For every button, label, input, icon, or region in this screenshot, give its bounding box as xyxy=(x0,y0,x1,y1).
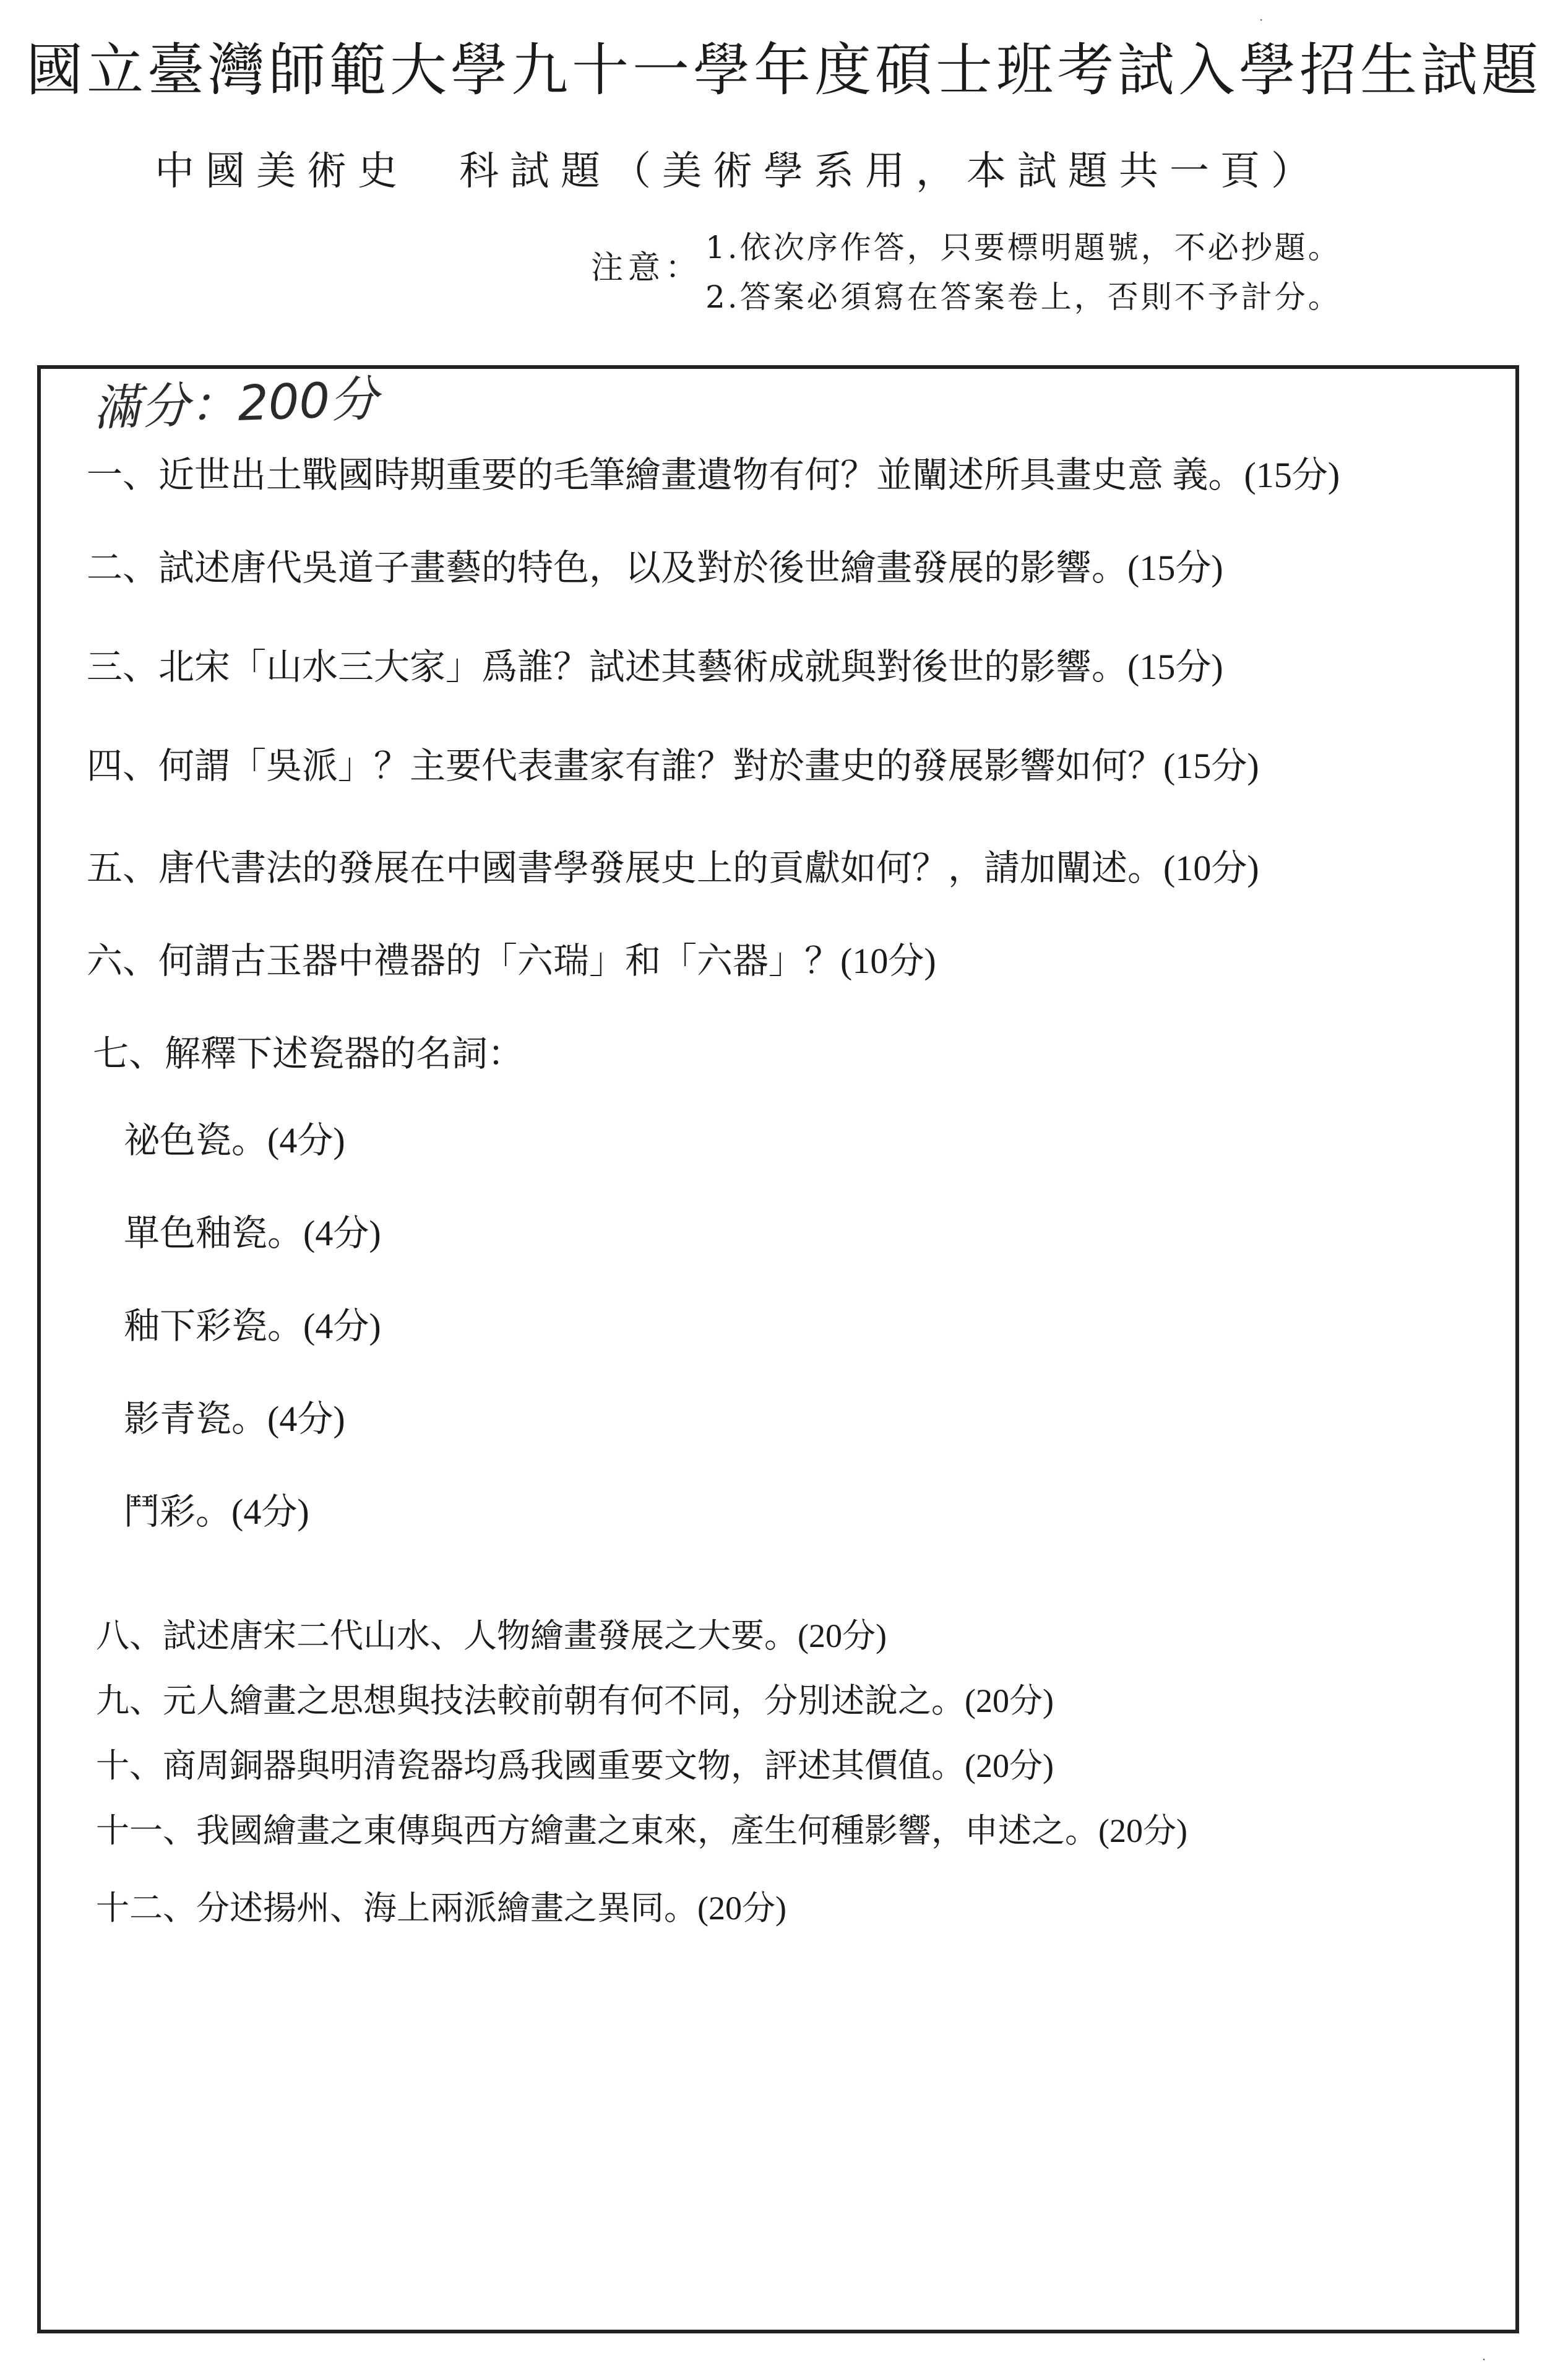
question-5: 五、唐代書法的發展在中國書學發展史上的貢獻如何？，請加闡述。(10分) xyxy=(87,848,1259,888)
subquestion-3: 釉下彩瓷。(4分) xyxy=(124,1306,381,1346)
subquestion-4: 影青瓷。(4分) xyxy=(124,1399,345,1439)
handwritten-score-note: 滿分：200分 xyxy=(92,371,379,438)
notice-label: 注意： xyxy=(591,249,703,287)
question-9: 九、元人繪畫之思想與技法較前朝有何不同，分別述說之。(20分) xyxy=(96,1682,1054,1719)
question-10: 十、商周銅器與明清瓷器均爲我國重要文物，評述其價值。(20分) xyxy=(96,1747,1054,1784)
exam-subtitle: 中國美術史 科試題（美術學系用，本試題共一頁） xyxy=(155,149,1322,194)
exam-title: 國立臺灣師範大學九十一學年度碩士班考試入學招生試題 xyxy=(25,37,1542,103)
question-6: 六、何謂古玉器中禮器的「六瑞」和「六器」？(10分) xyxy=(87,941,936,981)
question-8: 八、試述唐宋二代山水、人物繪畫發展之大要。(20分) xyxy=(96,1617,887,1654)
question-12: 十二、分述揚州、海上兩派繪畫之異同。(20分) xyxy=(96,1890,786,1927)
question-3: 三、北宋「山水三大家」爲誰？試述其藝術成就與對後世的影響。(15分) xyxy=(87,647,1223,687)
notice-item: 1.依次序作答，只要標明題號，不必抄題。 xyxy=(705,230,1342,266)
notice-list xyxy=(705,223,1342,322)
subquestion-1: 祕色瓷。(4分) xyxy=(124,1120,345,1161)
question-4: 四、何謂「吳派」？主要代表畫家有誰？對於畫史的發展影響如何？(15分) xyxy=(87,746,1259,786)
question-2: 二、試述唐代吳道子畫藝的特色，以及對於後世繪畫發展的影響。(15分) xyxy=(87,548,1223,588)
scan-speck: · xyxy=(1482,2352,1486,2367)
question-7: 七、解釋下述瓷器的名詞： xyxy=(93,1034,524,1074)
question-1: 一、近世出土戰國時期重要的毛筆繪畫遺物有何？並闡述所具畫史意 義。(15分) xyxy=(87,455,1340,495)
scan-speck: · xyxy=(1259,12,1264,27)
question-11: 十一、我國繪畫之東傳與西方繪畫之東來，產生何種影響，申述之。(20分) xyxy=(96,1812,1187,1849)
subquestion-5: 鬥彩。(4分) xyxy=(124,1492,309,1532)
subquestion-2: 單色釉瓷。(4分) xyxy=(124,1213,381,1253)
notice-item: 2.答案必須寫在答案卷上，否則不予計分。 xyxy=(705,279,1342,315)
